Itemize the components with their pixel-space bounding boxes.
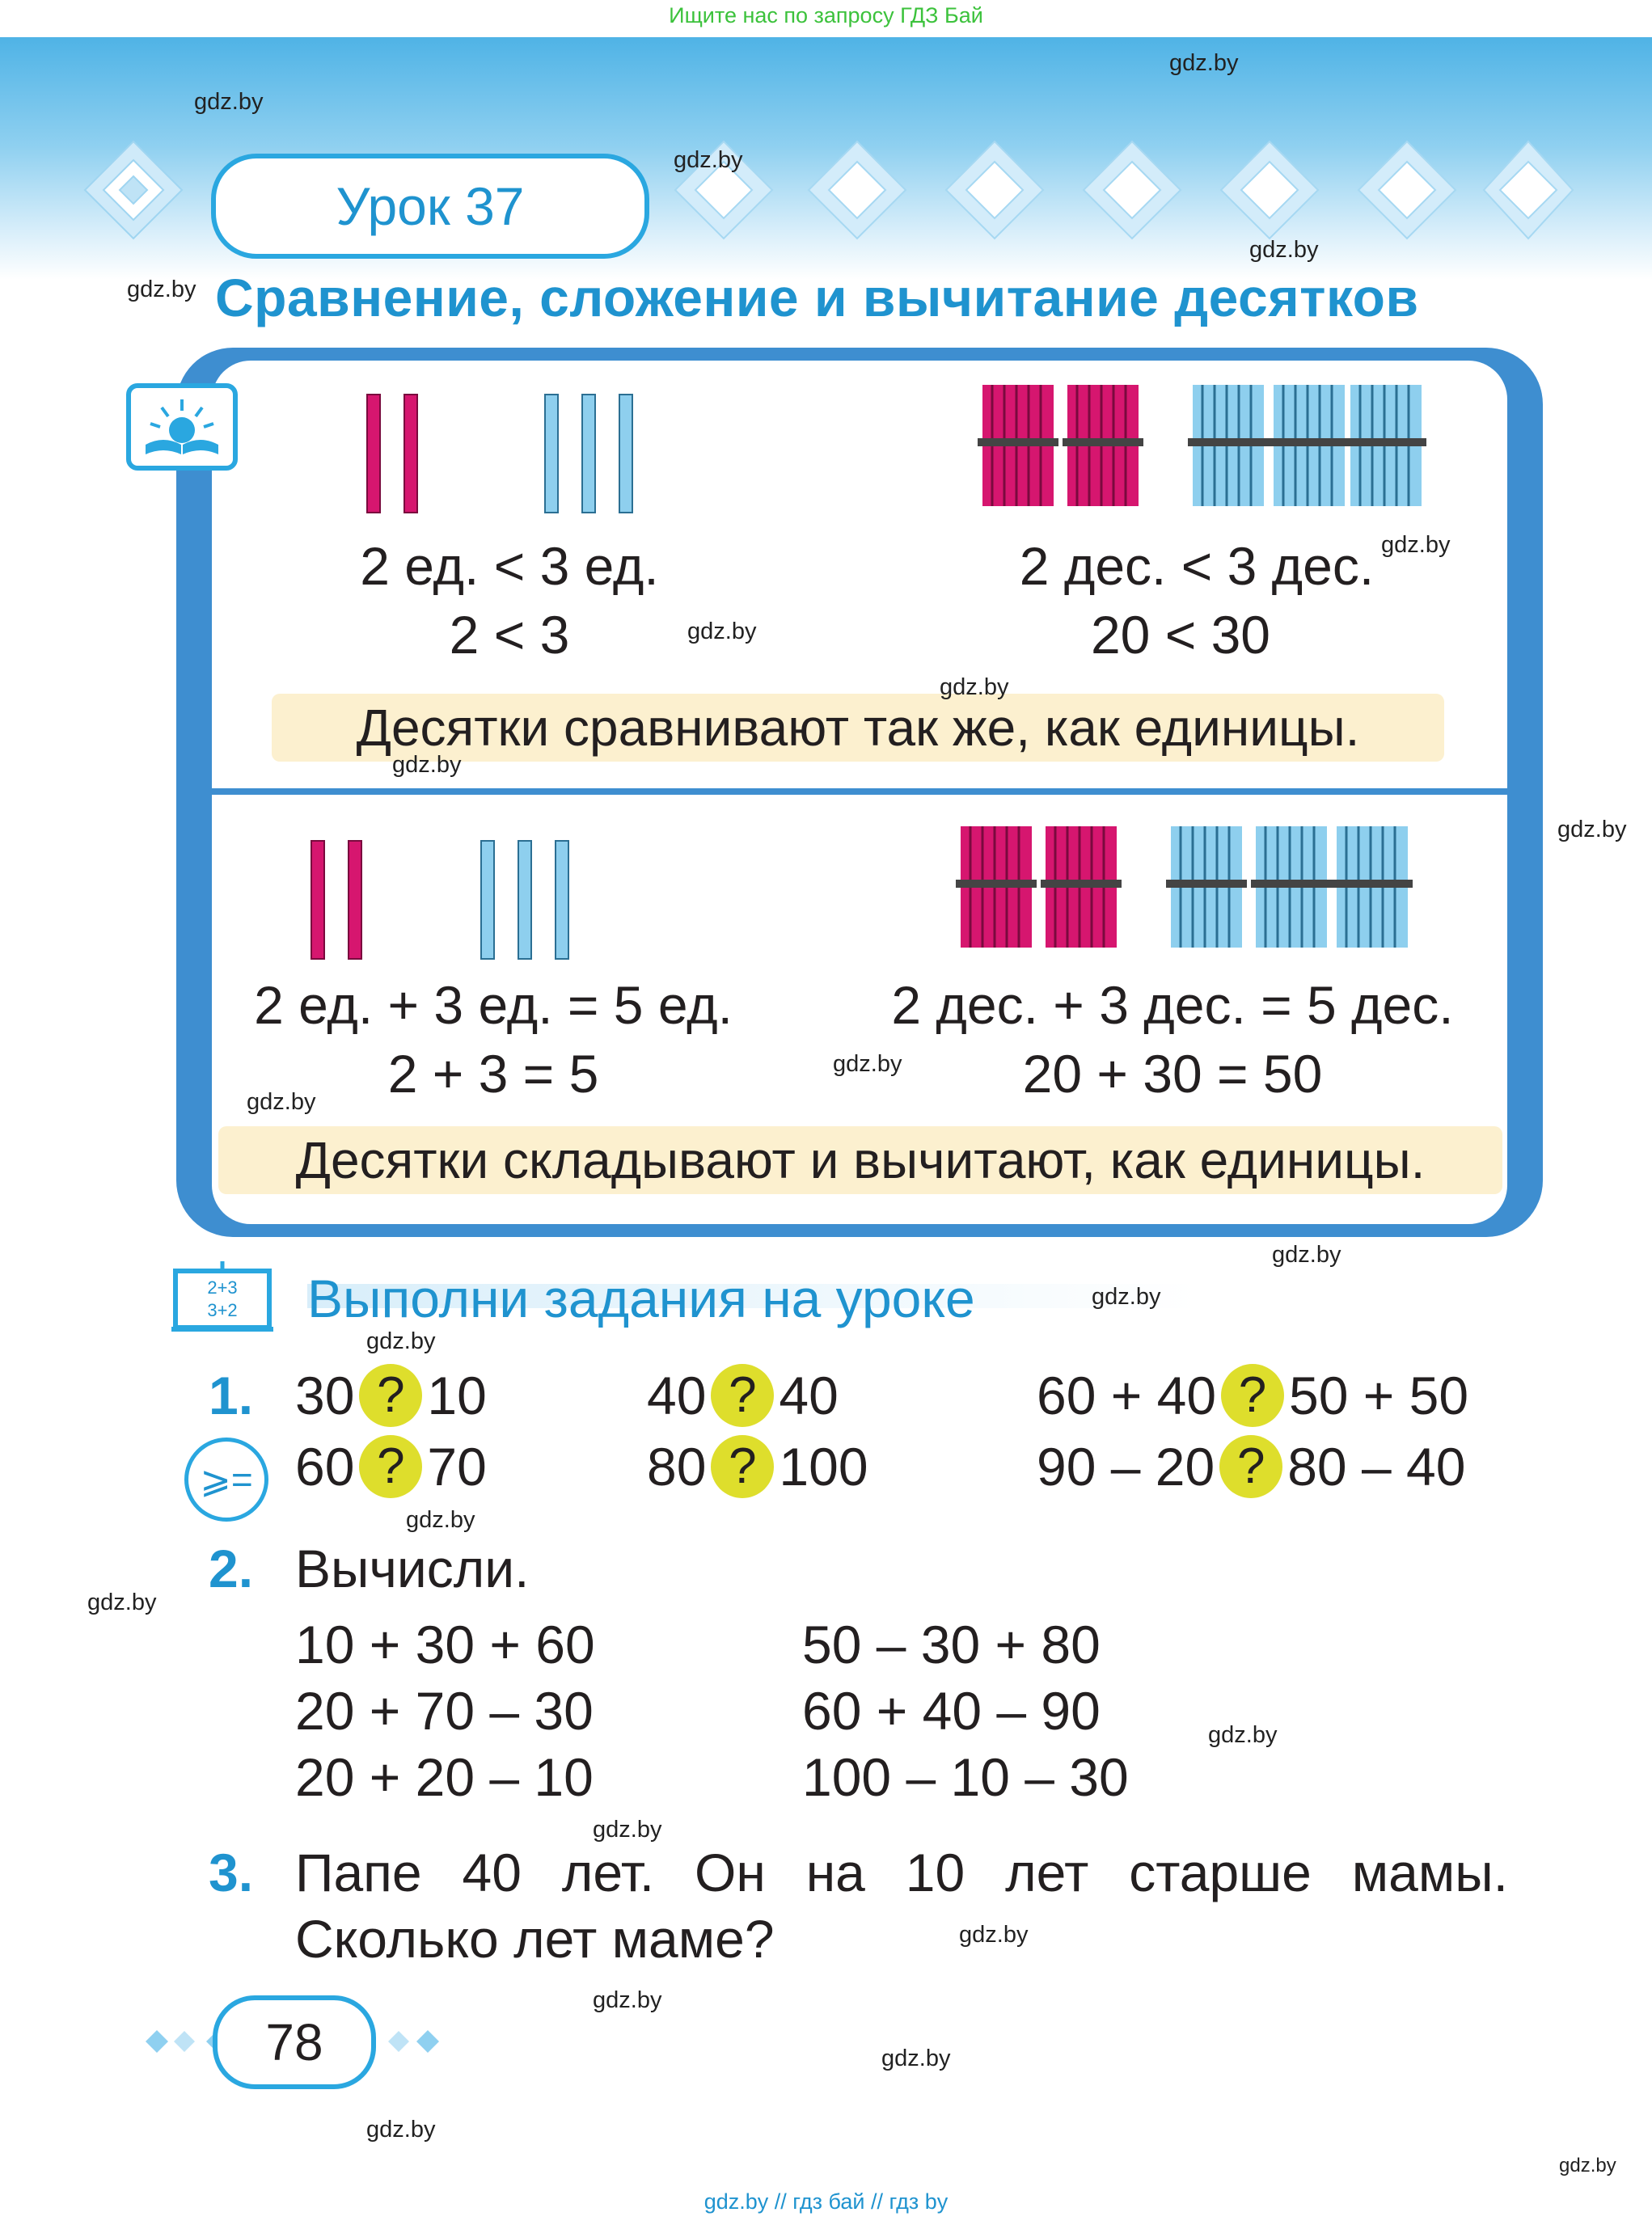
watermark: gdz.by xyxy=(1557,817,1627,842)
lesson-number: Урок 37 xyxy=(211,154,649,259)
watermark: gdz.by xyxy=(959,1922,1029,1948)
ex3-text-line1: Папе 40 лет. Он на 10 лет старше мамы. xyxy=(295,1843,1508,1902)
ex2-expr: 100 – 10 – 30 xyxy=(802,1747,1129,1807)
ex3-number: 3. xyxy=(209,1843,254,1902)
page-title: Сравнение, сложение и вычитание десятков xyxy=(215,268,1419,327)
ornament-right-icon xyxy=(671,137,1577,243)
board-line2: 3+2 xyxy=(207,1300,238,1320)
watermark: gdz.by xyxy=(127,277,196,302)
ex2-expr: 50 – 30 + 80 xyxy=(802,1615,1101,1674)
question-mark-icon: ? xyxy=(1221,1364,1284,1427)
watermark: gdz.by xyxy=(366,2117,436,2143)
ex2-expr: 10 + 30 + 60 xyxy=(295,1615,595,1674)
watermark: gdz.by xyxy=(593,1817,662,1843)
ex1-item xyxy=(1037,1436,1465,1503)
watermark: gdz.by xyxy=(247,1089,316,1115)
ex1-right: 70 xyxy=(427,1437,487,1497)
ex1-right: 10 xyxy=(427,1366,487,1425)
ex1-left: 30 xyxy=(295,1366,355,1425)
compare-rule: Десятки сравнивают так же, как единицы. xyxy=(272,694,1444,762)
watermark: gdz.by xyxy=(194,89,264,115)
ex3-text-line2: Сколько лет маме? xyxy=(295,1909,775,1969)
question-mark-icon: ? xyxy=(711,1435,774,1498)
ex1-left: 80 xyxy=(647,1437,707,1497)
watermark: gdz.by xyxy=(87,1590,157,1615)
watermark: gdz.by xyxy=(406,1507,475,1533)
book-icon xyxy=(126,383,238,471)
watermark: gdz.by xyxy=(1559,2155,1616,2176)
compare-units-eq: 2 ед. < 3 ед. xyxy=(360,536,659,596)
compare-units-num: 2 < 3 xyxy=(449,605,570,665)
compare-tens-eq: 2 дес. < 3 дес. xyxy=(1019,536,1375,596)
compare-tens-num: 20 < 30 xyxy=(1090,605,1271,665)
panel-divider xyxy=(212,788,1507,795)
question-mark-icon: ? xyxy=(1219,1435,1282,1498)
ex2-expr: 60 + 40 – 90 xyxy=(802,1681,1101,1741)
ex1-right: 50 + 50 xyxy=(1289,1366,1469,1425)
top-search-text: Ищите нас по запросу ГДЗ Бай xyxy=(669,3,983,27)
ex1-left: 60 xyxy=(295,1437,355,1497)
add-tens-eq: 2 дес. + 3 дес. = 5 дес. xyxy=(891,975,1454,1035)
watermark: gdz.by xyxy=(1169,50,1239,76)
watermark: gdz.by xyxy=(1272,1242,1341,1268)
units-sticks-add xyxy=(295,834,619,964)
page-number: 78 xyxy=(213,1995,376,2089)
ex1-left: 60 + 40 xyxy=(1037,1366,1217,1425)
compare-signs-icon: ⩾= xyxy=(184,1438,268,1522)
watermark: gdz.by xyxy=(940,674,1009,700)
watermark: gdz.by xyxy=(833,1051,902,1077)
ex1-item xyxy=(647,1436,868,1503)
ex1-item xyxy=(1037,1365,1468,1432)
ex2-expr: 20 + 20 – 10 xyxy=(295,1747,594,1807)
add-rule: Десятки складывают и вычитают, как единицы. xyxy=(218,1126,1502,1194)
add-units-num: 2 + 3 = 5 xyxy=(387,1044,599,1104)
watermark: gdz.by xyxy=(366,1328,436,1354)
board-icon xyxy=(171,1261,273,1334)
add-units-eq: 2 ед. + 3 ед. = 5 ед. xyxy=(254,975,733,1035)
tens-bundles-compare xyxy=(974,377,1427,514)
units-sticks-compare xyxy=(348,388,671,517)
watermark: gdz.by xyxy=(881,2046,951,2071)
ex1-left: 40 xyxy=(647,1366,707,1425)
ex1-number: 1. xyxy=(209,1366,254,1425)
watermark: gdz.by xyxy=(1381,532,1451,558)
footer-text: gdz.by // гдз бай // гдз by xyxy=(703,2189,949,2214)
tens-bundles-add xyxy=(953,818,1422,956)
ex1-right: 100 xyxy=(779,1437,868,1497)
question-mark-icon: ? xyxy=(359,1364,422,1427)
watermark: gdz.by xyxy=(687,619,757,644)
ex1-right: 40 xyxy=(779,1366,839,1425)
watermark: gdz.by xyxy=(392,752,462,778)
ex2-number: 2. xyxy=(209,1539,254,1598)
watermark: gdz.by xyxy=(593,1987,662,2013)
question-mark-icon: ? xyxy=(711,1364,774,1427)
watermark: gdz.by xyxy=(1092,1284,1161,1310)
board-line1: 2+3 xyxy=(207,1277,238,1298)
ex1-right: 80 – 40 xyxy=(1287,1437,1466,1497)
ex1-item xyxy=(647,1365,839,1432)
ex1-item xyxy=(295,1436,487,1503)
watermark: gdz.by xyxy=(1249,237,1319,263)
ornament-left-icon xyxy=(81,137,186,243)
question-mark-icon: ? xyxy=(359,1435,422,1498)
ex1-left: 90 – 20 xyxy=(1037,1437,1215,1497)
tasks-heading: Выполни задания на уроке xyxy=(307,1269,975,1328)
ex2-expr: 20 + 70 – 30 xyxy=(295,1681,594,1741)
watermark: gdz.by xyxy=(1208,1722,1278,1748)
watermark: gdz.by xyxy=(674,147,743,173)
ex1-item xyxy=(295,1365,487,1432)
ex2-title: Вычисли. xyxy=(295,1539,530,1598)
add-tens-num: 20 + 30 = 50 xyxy=(1022,1044,1323,1104)
